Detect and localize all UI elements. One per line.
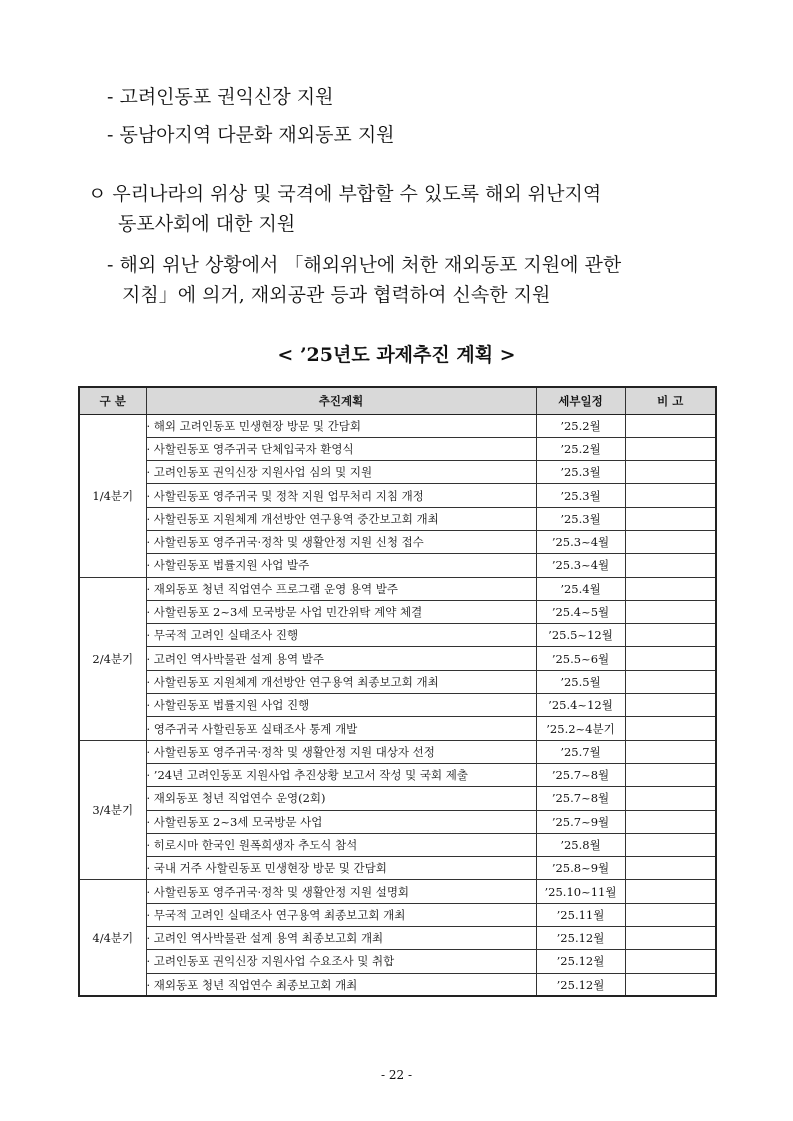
schedule-cell: ’25.12월: [536, 927, 625, 950]
task-cell: · 영주귀국 사할린동포 실태조사 통계 개발: [146, 717, 536, 740]
table-row: [79, 530, 716, 553]
quarter-cell: 4/4분기: [79, 880, 146, 996]
remarks-cell: [625, 787, 716, 810]
remarks-cell: [625, 554, 716, 577]
schedule-cell: ’25.7~8월: [536, 763, 625, 786]
header-remarks: 비 고: [625, 387, 716, 414]
task-cell: · 고려인 역사박물관 설계 용역 발주: [146, 647, 536, 670]
schedule-cell: ’25.10~11월: [536, 880, 625, 903]
table-row: [79, 484, 716, 507]
plan-table: [78, 386, 717, 997]
remarks-cell: [625, 810, 716, 833]
table-row: [79, 763, 716, 786]
task-cell: · 국내 거주 사할린동포 민생현장 방문 및 간담회: [146, 857, 536, 880]
schedule-cell: ’25.11월: [536, 903, 625, 926]
task-cell: · 사할린동포 지원체계 개선방안 연구용역 중간보고회 개최: [146, 507, 536, 530]
table-header-row: [79, 387, 716, 414]
task-cell: · 고려인동포 권익신장 지원사업 심의 및 지원: [146, 461, 536, 484]
remarks-cell: [625, 740, 716, 763]
schedule-cell: ’25.3~4월: [536, 530, 625, 553]
schedule-cell: ’25.7월: [536, 740, 625, 763]
task-cell: · 고려인 역사박물관 설계 용역 최종보고회 개최: [146, 927, 536, 950]
schedule-cell: ’25.3월: [536, 507, 625, 530]
schedule-cell: ’25.3월: [536, 484, 625, 507]
task-cell: · 무국적 고려인 실태조사 연구용역 최종보고회 개최: [146, 903, 536, 926]
remarks-cell: [625, 647, 716, 670]
remarks-cell: [625, 624, 716, 647]
schedule-cell: ’25.5~6월: [536, 647, 625, 670]
remarks-cell: [625, 437, 716, 460]
bullet-overseas-crisis: ㅇ 우리나라의 위상 및 국격에 부합할 수 있도록 해외 위난지역: [88, 183, 602, 205]
task-cell: · 재외동포 청년 직업연수 최종보고회 개최: [146, 973, 536, 996]
header-schedule: 세부일정: [536, 387, 625, 414]
quarter-cell: 2/4분기: [79, 577, 146, 740]
task-cell: · 고려인동포 권익신장 지원사업 수요조사 및 취합: [146, 950, 536, 973]
table-row: [79, 950, 716, 973]
task-cell: · 사할린동포 영주귀국·정착 및 생활안정 지원 설명회: [146, 880, 536, 903]
schedule-cell: ’25.7~9월: [536, 810, 625, 833]
task-cell: · 사할린동포 영주귀국 및 정착 지원 업무처리 지침 개정: [146, 484, 536, 507]
table-row: [79, 857, 716, 880]
bullet-crisis-guideline: - 해외 위난 상황에서 「해외위난에 처한 재외동포 지원에 관한: [107, 254, 622, 276]
table-row: [79, 507, 716, 530]
table-row: [79, 880, 716, 903]
header-quarter: 구 분: [79, 387, 146, 414]
task-cell: · 사할린동포 영주귀국 단체입국자 환영식: [146, 437, 536, 460]
table-row: [79, 647, 716, 670]
remarks-cell: [625, 833, 716, 856]
remarks-cell: [625, 414, 716, 437]
task-cell: · ’24년 고려인동포 지원사업 추진상황 보고서 작성 및 국회 제출: [146, 763, 536, 786]
table-row: [79, 810, 716, 833]
table-row: [79, 577, 716, 600]
table-row: [79, 461, 716, 484]
schedule-cell: ’25.4~5월: [536, 600, 625, 623]
remarks-cell: [625, 461, 716, 484]
task-cell: · 사할린동포 법률지원 사업 발주: [146, 554, 536, 577]
page-number: - 22 -: [380, 1068, 412, 1082]
remarks-cell: [625, 950, 716, 973]
table-row: [79, 670, 716, 693]
remarks-cell: [625, 530, 716, 553]
schedule-cell: ’25.2~4분기: [536, 717, 625, 740]
schedule-cell: ’25.2월: [536, 414, 625, 437]
task-cell: · 사할린동포 2~3세 모국방문 사업 민간위탁 계약 체결: [146, 600, 536, 623]
remarks-cell: [625, 507, 716, 530]
task-cell: · 히로시마 한국인 원폭희생자 추도식 참석: [146, 833, 536, 856]
bullet-crisis-guideline-cont: 지침」에 의거, 재외공관 등과 협력하여 신속한 지원: [122, 284, 551, 306]
schedule-cell: ’25.12월: [536, 950, 625, 973]
table-row: [79, 624, 716, 647]
bullet-sea-multicultural: - 동남아지역 다문화 재외동포 지원: [107, 124, 395, 146]
schedule-cell: ’25.5월: [536, 670, 625, 693]
schedule-cell: ’25.5~12월: [536, 624, 625, 647]
task-cell: · 해외 고려인동포 민생현장 방문 및 간담회: [146, 414, 536, 437]
remarks-cell: [625, 670, 716, 693]
table-row: [79, 600, 716, 623]
schedule-cell: ’25.4~12월: [536, 694, 625, 717]
table-row: [79, 833, 716, 856]
remarks-cell: [625, 600, 716, 623]
table-row: [79, 694, 716, 717]
remarks-cell: [625, 927, 716, 950]
header-plan: 추진계획: [146, 387, 536, 414]
schedule-cell: ’25.3~4월: [536, 554, 625, 577]
task-cell: · 무국적 고려인 실태조사 진행: [146, 624, 536, 647]
remarks-cell: [625, 903, 716, 926]
schedule-cell: ’25.12월: [536, 973, 625, 996]
table-row: [79, 787, 716, 810]
plan-table-body: [79, 414, 716, 996]
table-row: [79, 414, 716, 437]
remarks-cell: [625, 484, 716, 507]
table-row: [79, 927, 716, 950]
table-title: < ’25년도 과제추진 계획 >: [277, 344, 516, 366]
table-row: [79, 740, 716, 763]
schedule-cell: ’25.8~9월: [536, 857, 625, 880]
bullet-overseas-crisis-cont: 동포사회에 대한 지원: [118, 213, 296, 235]
remarks-cell: [625, 694, 716, 717]
task-cell: · 사할린동포 지원체계 개선방안 연구용역 최종보고회 개최: [146, 670, 536, 693]
bullet-koryoin-rights: - 고려인동포 권익신장 지원: [107, 86, 334, 108]
table-row: [79, 903, 716, 926]
task-cell: · 사할린동포 영주귀국·정착 및 생활안정 지원 신청 접수: [146, 530, 536, 553]
schedule-cell: ’25.4월: [536, 577, 625, 600]
table-row: [79, 973, 716, 996]
schedule-cell: ’25.7~8월: [536, 787, 625, 810]
schedule-cell: ’25.2월: [536, 437, 625, 460]
quarter-cell: 1/4분기: [79, 414, 146, 577]
task-cell: · 사할린동포 영주귀국·정착 및 생활안정 지원 대상자 선정: [146, 740, 536, 763]
remarks-cell: [625, 763, 716, 786]
schedule-cell: ’25.8월: [536, 833, 625, 856]
remarks-cell: [625, 973, 716, 996]
table-row: [79, 717, 716, 740]
quarter-cell: 3/4분기: [79, 740, 146, 880]
remarks-cell: [625, 577, 716, 600]
task-cell: · 사할린동포 법률지원 사업 진행: [146, 694, 536, 717]
task-cell: · 재외동포 청년 직업연수 운영(2회): [146, 787, 536, 810]
remarks-cell: [625, 857, 716, 880]
task-cell: · 재외동포 청년 직업연수 프로그램 운영 용역 발주: [146, 577, 536, 600]
remarks-cell: [625, 717, 716, 740]
table-row: [79, 554, 716, 577]
remarks-cell: [625, 880, 716, 903]
table-row: [79, 437, 716, 460]
task-cell: · 사할린동포 2~3세 모국방문 사업: [146, 810, 536, 833]
schedule-cell: ’25.3월: [536, 461, 625, 484]
